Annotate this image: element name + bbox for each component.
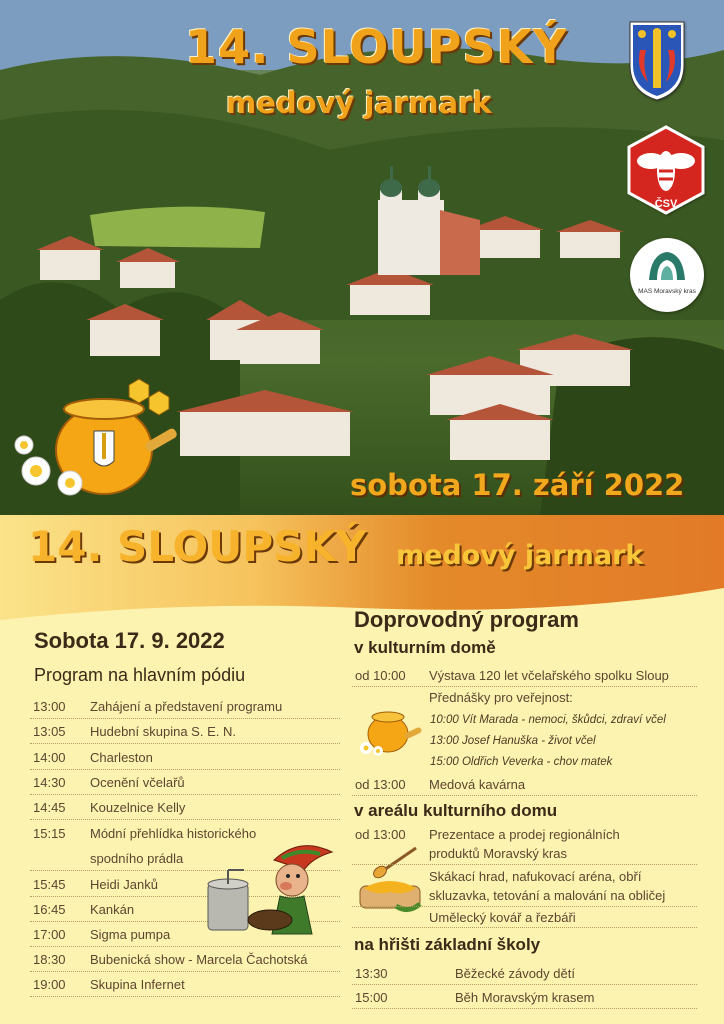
item-time: 18:30 xyxy=(33,952,66,967)
honey-pot-illustration xyxy=(14,375,194,500)
small-honey-pot-illustration xyxy=(356,704,426,756)
item-time: 13:05 xyxy=(33,724,66,739)
item-time: 15:15 xyxy=(33,826,66,841)
poster-subtitle-top: medový jarmark xyxy=(226,86,492,120)
csv-label: ČSV xyxy=(654,198,678,210)
item-text: Kankán xyxy=(90,902,135,917)
list-item: Umělecký kovář a řezbáři xyxy=(429,910,576,925)
item-text: Ocenění včelařů xyxy=(90,775,185,790)
event-date-top: sobota 17. září 2022 xyxy=(350,468,685,502)
item-text: Běžecké závody dětí xyxy=(455,966,575,981)
banner-subtitle: medový jarmark xyxy=(396,540,644,571)
lecture-item: 15:00 Oldřich Veverka - chov matek xyxy=(430,756,613,768)
item-time: 19:00 xyxy=(33,977,66,992)
item-time: od 10:00 xyxy=(355,668,406,683)
poster-title-top: 14. SLOUPSKÝ xyxy=(185,20,568,74)
culture-house-heading: v kulturním domě xyxy=(354,638,496,657)
item-text: Běh Moravským krasem xyxy=(455,990,595,1005)
item-text: Hudební skupina S. E. N. xyxy=(90,724,236,739)
list-item-continuation: skluzavka, tetování a malování na obličej xyxy=(429,888,666,903)
coat-of-arms-icon xyxy=(628,20,686,102)
item-time: 14:00 xyxy=(33,750,66,765)
list-item: Skákací hrad, nafukovací aréna, obří xyxy=(429,869,642,884)
lecture-item: 10:00 Vít Marada - nemoci, škůdci, zdraví včel xyxy=(430,714,666,726)
main-stage-heading: Program na hlavním pódiu xyxy=(34,665,246,685)
item-time: 14:45 xyxy=(33,800,66,815)
cave-icon xyxy=(647,248,687,282)
culture-area-heading: v areálu kulturního domu xyxy=(354,801,558,820)
lectures-label: Přednášky pro veřejnost: xyxy=(429,690,573,705)
item-time: 16:45 xyxy=(33,902,66,917)
item-time: 15:45 xyxy=(33,877,66,892)
item-text: Prezentace a prodej regionálních xyxy=(429,827,620,842)
gnome-beekeeper-illustration xyxy=(200,840,340,940)
item-time: 17:00 xyxy=(33,927,66,942)
item-text: Módní přehlídka historického xyxy=(90,826,257,841)
item-text: Zahájení a představení programu xyxy=(90,699,283,714)
list-item-continuation: produktů Moravský kras xyxy=(429,846,567,861)
item-text: Sigma pumpa xyxy=(90,927,171,942)
item-time: od 13:00 xyxy=(355,777,406,792)
item-text: Kouzelnice Kelly xyxy=(90,800,186,815)
mas-label: MAS Moravský kras xyxy=(638,288,696,295)
item-text: Skupina Infernet xyxy=(90,977,185,992)
item-time: 13:30 xyxy=(355,966,388,981)
item-time: 14:30 xyxy=(33,775,66,790)
banner-title: 14. SLOUPSKÝ xyxy=(28,522,367,571)
item-text: Bubenická show - Marcela Čachotská xyxy=(90,952,308,967)
beekeepers-union-logo xyxy=(627,125,705,215)
item-time: 15:00 xyxy=(355,990,388,1005)
item-text: Heidi Janků xyxy=(90,877,158,892)
school-heading: na hřišti základní školy xyxy=(354,935,541,954)
program-date-heading: Sobota 17. 9. 2022 xyxy=(34,628,225,653)
item-text: spodního prádla xyxy=(90,851,184,866)
item-text: Výstava 120 let včelařského spolku Sloup xyxy=(429,668,669,683)
mas-moravsky-kras-logo xyxy=(630,238,704,312)
side-program-heading: Doprovodný program xyxy=(354,607,579,632)
item-text: Charleston xyxy=(90,750,153,765)
item-time: od 13:00 xyxy=(355,827,406,842)
lecture-item: 13:00 Josef Hanuška - život včel xyxy=(430,735,596,747)
item-text: Medová kavárna xyxy=(429,777,526,792)
item-time: 13:00 xyxy=(33,699,66,714)
